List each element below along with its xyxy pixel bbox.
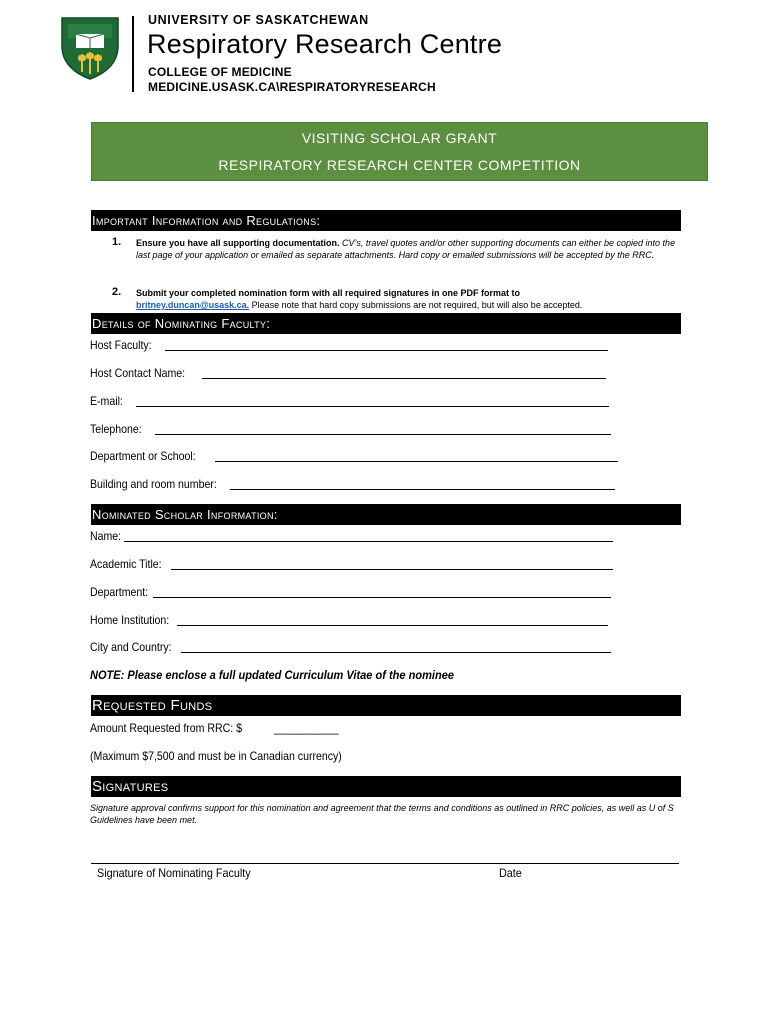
academic-title-input[interactable] xyxy=(171,569,613,570)
field-host-contact xyxy=(90,366,198,380)
field-email xyxy=(90,394,127,408)
field-label: City and Country: xyxy=(90,640,172,654)
item-bold: Ensure you have all supporting documentation. xyxy=(136,238,340,248)
department-input[interactable] xyxy=(153,597,611,598)
banner-title: VISITING SCHOLAR GRANT xyxy=(301,130,498,146)
field-label: Name: xyxy=(90,529,122,543)
university-crest-icon xyxy=(60,16,120,80)
item-text xyxy=(136,287,681,311)
field-building-room xyxy=(90,477,234,491)
home-institution-input[interactable] xyxy=(177,625,608,626)
item-text xyxy=(136,237,681,261)
section-heading-signatures: Signatures xyxy=(91,776,681,797)
field-label: Department or School: xyxy=(90,449,196,463)
section-heading-faculty: Details of Nominating Faculty: xyxy=(91,313,681,334)
field-host-faculty xyxy=(90,338,160,352)
field-department xyxy=(90,585,156,599)
field-label: Host Faculty: xyxy=(90,338,152,352)
item-bold: Submit your completed nomination form with all required signatures in one PDF format to xyxy=(136,288,521,298)
item-number: 1. xyxy=(112,236,122,248)
amount-blank: ___________ xyxy=(274,721,339,735)
college-name: COLLEGE OF MEDICINE xyxy=(148,65,292,79)
field-label: Home Institution: xyxy=(90,613,170,627)
field-label: Department: xyxy=(90,585,149,599)
university-name: UNIVERSITY OF SASKATCHEWAN xyxy=(148,13,369,27)
field-name xyxy=(90,529,125,543)
maximum-text: (Maximum $7,500 and must be in Canadian currency) xyxy=(90,749,342,763)
field-amount xyxy=(90,721,263,735)
amount-input[interactable] xyxy=(274,721,347,735)
item-number: 2. xyxy=(112,286,122,298)
host-contact-input[interactable] xyxy=(202,378,606,379)
signature-statement: Signature approval confirms support for this nomination and agreement that the terms and conditions as outlined in RRC policies, as well as U of S Guidelines have been met. xyxy=(90,803,674,825)
title-banner xyxy=(91,122,708,181)
centre-name: Respiratory Research Centre xyxy=(147,29,503,59)
signature-line[interactable] xyxy=(91,863,679,864)
field-label: Building and room number: xyxy=(90,477,217,491)
section-heading-important: Important Information and Regulations: xyxy=(91,210,681,231)
field-label: E-mail: xyxy=(90,394,123,408)
item-detail: CV’s, travel quotes and/or other supporting documents can either be copied into the last page of your application or emailed as separate attachments. Hard copy or emailed submissions will be accepted by the RRC. xyxy=(136,238,676,260)
host-faculty-input[interactable] xyxy=(165,350,608,351)
department-school-input[interactable] xyxy=(215,461,618,462)
website-url: MEDICINE.USASK.CA\RESPIRATORYRESEARCH xyxy=(148,80,436,94)
field-label: Host Contact Name: xyxy=(90,366,186,380)
banner-subtitle: RESPIRATORY RESEARCH CENTER COMPETITION xyxy=(218,157,581,173)
email-link[interactable]: britney.duncan@usask.ca. xyxy=(136,300,250,310)
field-home-institution xyxy=(90,613,180,627)
field-telephone xyxy=(90,422,149,436)
field-label: Telephone: xyxy=(90,422,142,436)
item-detail: Please note that hard copy submissions are not required, but will also be accepted. xyxy=(249,300,583,310)
maximum-note xyxy=(90,749,376,763)
field-department-school xyxy=(90,449,210,463)
cv-note: NOTE: Please enclose a full updated Curriculum Vitae of the nominee xyxy=(90,668,454,682)
building-room-input[interactable] xyxy=(230,489,615,490)
section-heading-scholar: Nominated Scholar Information: xyxy=(91,504,681,525)
telephone-input[interactable] xyxy=(155,434,611,435)
field-academic-title xyxy=(90,557,171,571)
field-label: Academic Title: xyxy=(90,557,162,571)
header-divider xyxy=(132,16,134,92)
amount-label: Amount Requested from RRC: $ xyxy=(90,721,243,735)
signature-faculty-label: Signature of Nominating Faculty xyxy=(97,866,251,880)
field-city-country xyxy=(90,640,183,654)
signature-date-label: Date xyxy=(499,866,522,880)
email-input[interactable] xyxy=(136,406,609,407)
name-input[interactable] xyxy=(124,541,613,542)
city-country-input[interactable] xyxy=(181,652,611,653)
section-heading-funds: Requested Funds xyxy=(91,695,681,716)
